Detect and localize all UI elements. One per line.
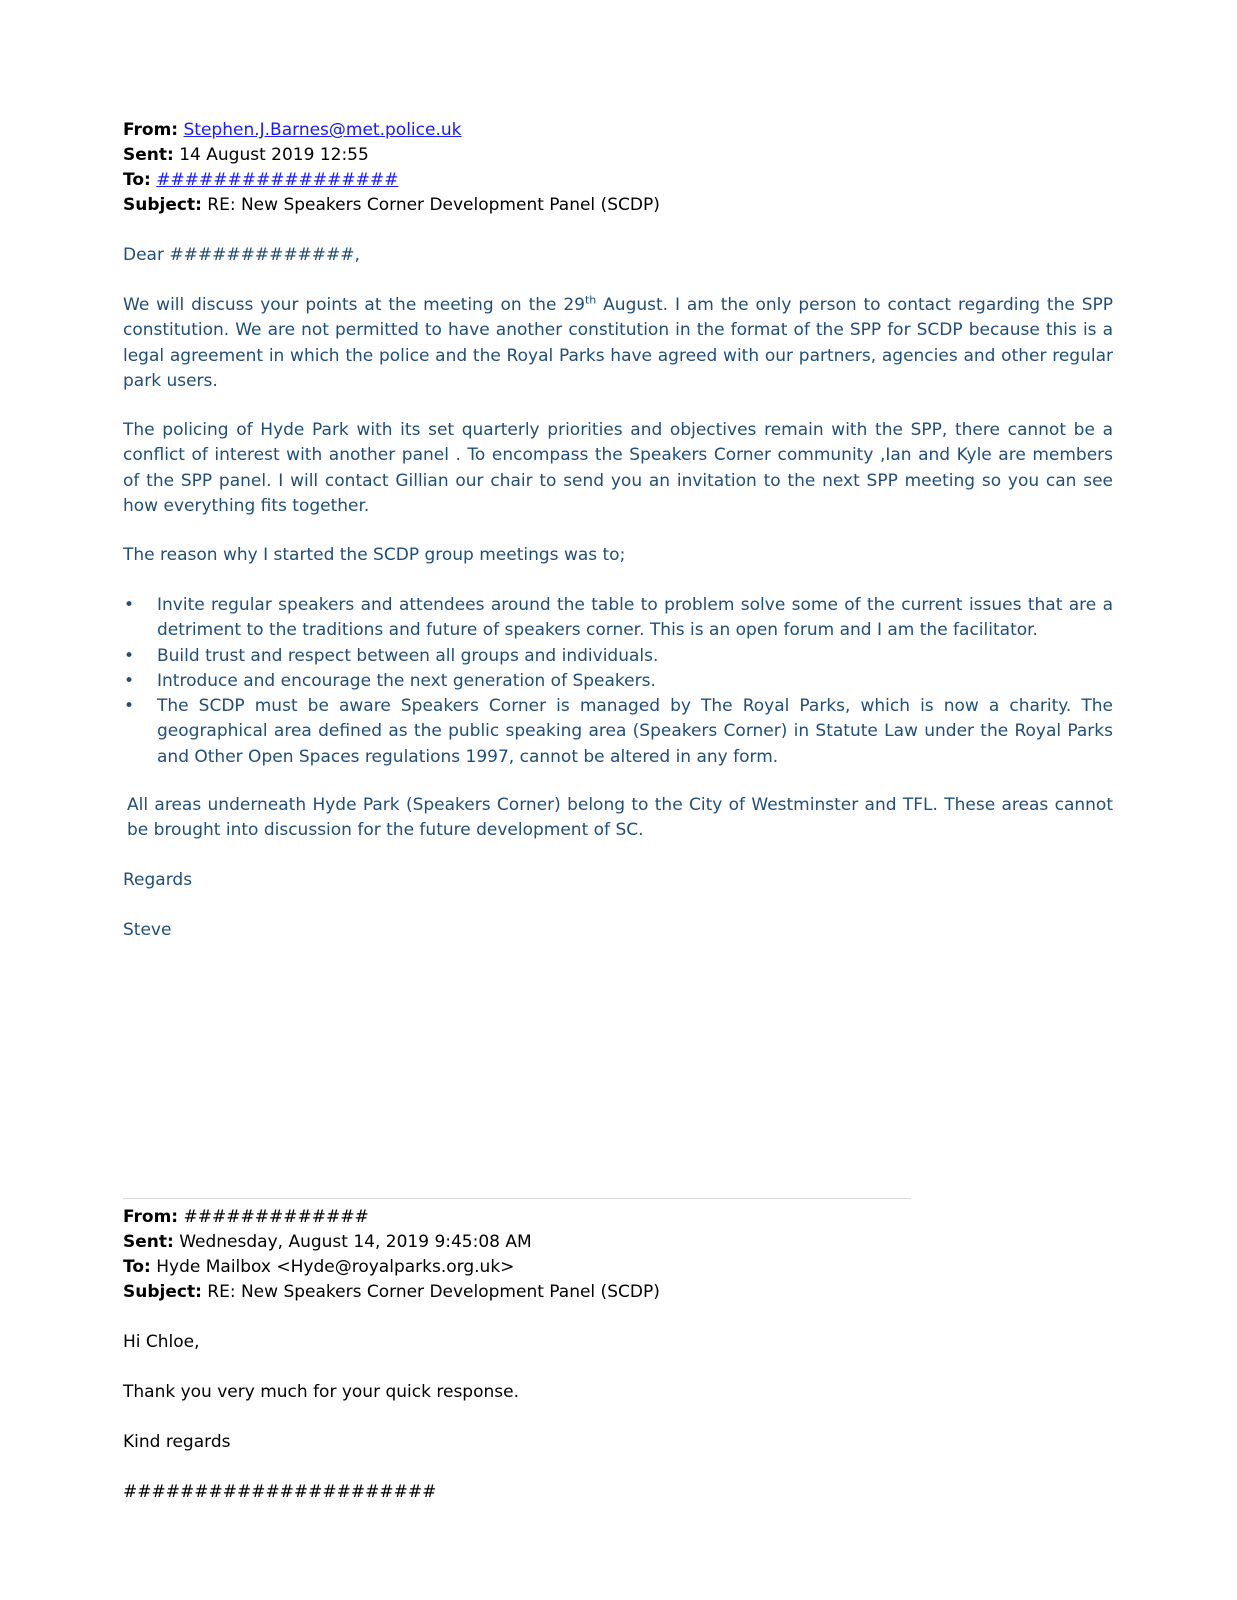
bullet-text: The SCDP must be aware Speakers Corner is managed by The Royal Parks, which is now a charity. The geographical area defined as the public speaking area (Speakers Corner) in Statute Law under the Royal Parks and Other Open Spaces regulations 1997, cannot be altered in any form.	[157, 696, 1113, 767]
email1-bullet-list	[123, 593, 1113, 770]
email2-from-value: #############	[183, 1207, 369, 1227]
bullet-text: Invite regular speakers and attendees around the table to problem solve some of the current issues that are a detriment to the traditions and future of speakers corner. This is an open forum and I am the facilitator.	[157, 595, 1113, 641]
email1-sent-value: 14 August 2019 12:55	[179, 145, 369, 165]
email1-to-label: To:	[123, 170, 151, 190]
list-item	[123, 694, 1113, 770]
email-separator-rule	[123, 1198, 911, 1199]
email2-from-line	[123, 1205, 369, 1229]
email1-from-line	[123, 118, 461, 142]
email2-sent-label: Sent:	[123, 1232, 174, 1252]
email2-from-label: From:	[123, 1207, 179, 1227]
email1-subject-line	[123, 193, 660, 217]
email2-sent-line	[123, 1230, 532, 1254]
bullet-icon: •	[124, 696, 135, 717]
email2-to-line	[123, 1255, 514, 1279]
email1-greeting: Dear #############,	[123, 245, 360, 265]
email1-signature: Steve	[123, 920, 172, 940]
email2-subject-value: RE: New Speakers Corner Development Panel (SCDP)	[207, 1282, 660, 1302]
email2-sent-value: Wednesday, August 14, 2019 9:45:08 AM	[179, 1232, 532, 1252]
email1-from-label: From:	[123, 120, 179, 140]
email1-paragraph-2: The policing of Hyde Park with its set quarterly priorities and objectives remain with the SPP, there cannot be a conflict of interest with another panel . To encompass the Speakers Corner community ,Ian and Kyle are members of the SPP panel. I will contact Gillian our chair to send you an invitation to the next SPP meeting so you can see how everything fits together.	[123, 420, 1113, 516]
email1-paragraph-3: The reason why I started the SCDP group meetings was to;	[123, 545, 626, 565]
email1-to-line	[123, 168, 398, 192]
email1-signoff: Regards	[123, 870, 193, 890]
bullet-text: Build trust and respect between all groups and individuals.	[157, 645, 659, 666]
bullet-text: Introduce and encourage the next generation of Speakers.	[157, 670, 656, 691]
email2-signature: ######################	[123, 1482, 437, 1502]
list-item	[123, 669, 1113, 694]
email2-subject-label: Subject:	[123, 1282, 202, 1302]
email1-p1-after: August. I am the only person to contact regarding the SPP constitution. We are not permitted to have another constitution in the format of the SPP for SCDP because this is a legal agreement in which the police and the Royal Parks have agreed with our partners, agencies and other regular park users.	[123, 295, 1113, 391]
email1-sent-line	[123, 143, 369, 167]
email2-to-value: Hyde Mailbox <Hyde@royalparks.org.uk>	[156, 1257, 515, 1277]
email2-subject-line	[123, 1280, 660, 1304]
email1-paragraph-4: All areas underneath Hyde Park (Speakers Corner) belong to the City of Westminster and TFL. These areas cannot be brought into discussion for the future development of SC.	[127, 795, 1113, 841]
email1-sent-label: Sent:	[123, 145, 174, 165]
email1-p1-sup: th	[584, 293, 597, 307]
email2-body: Thank you very much for your quick response.	[123, 1382, 519, 1402]
list-item	[123, 593, 1113, 644]
email2-signoff: Kind regards	[123, 1432, 231, 1452]
email1-subject-label: Subject:	[123, 195, 202, 215]
email1-from-link[interactable]: Stephen.J.Barnes@met.police.uk	[183, 120, 462, 140]
list-item	[123, 644, 1113, 669]
bullet-icon: •	[124, 595, 135, 615]
email2-greeting: Hi Chloe,	[123, 1332, 200, 1352]
bullet-icon: •	[124, 670, 135, 691]
email1-paragraph-1	[123, 293, 1113, 394]
email1-subject-value: RE: New Speakers Corner Development Panel (SCDP)	[207, 195, 660, 215]
email1-to-link[interactable]: #################	[156, 170, 399, 190]
email2-to-label: To:	[123, 1257, 151, 1277]
bullet-icon: •	[124, 645, 135, 666]
email1-p1-before: We will discuss your points at the meeting on the 29	[123, 295, 585, 315]
